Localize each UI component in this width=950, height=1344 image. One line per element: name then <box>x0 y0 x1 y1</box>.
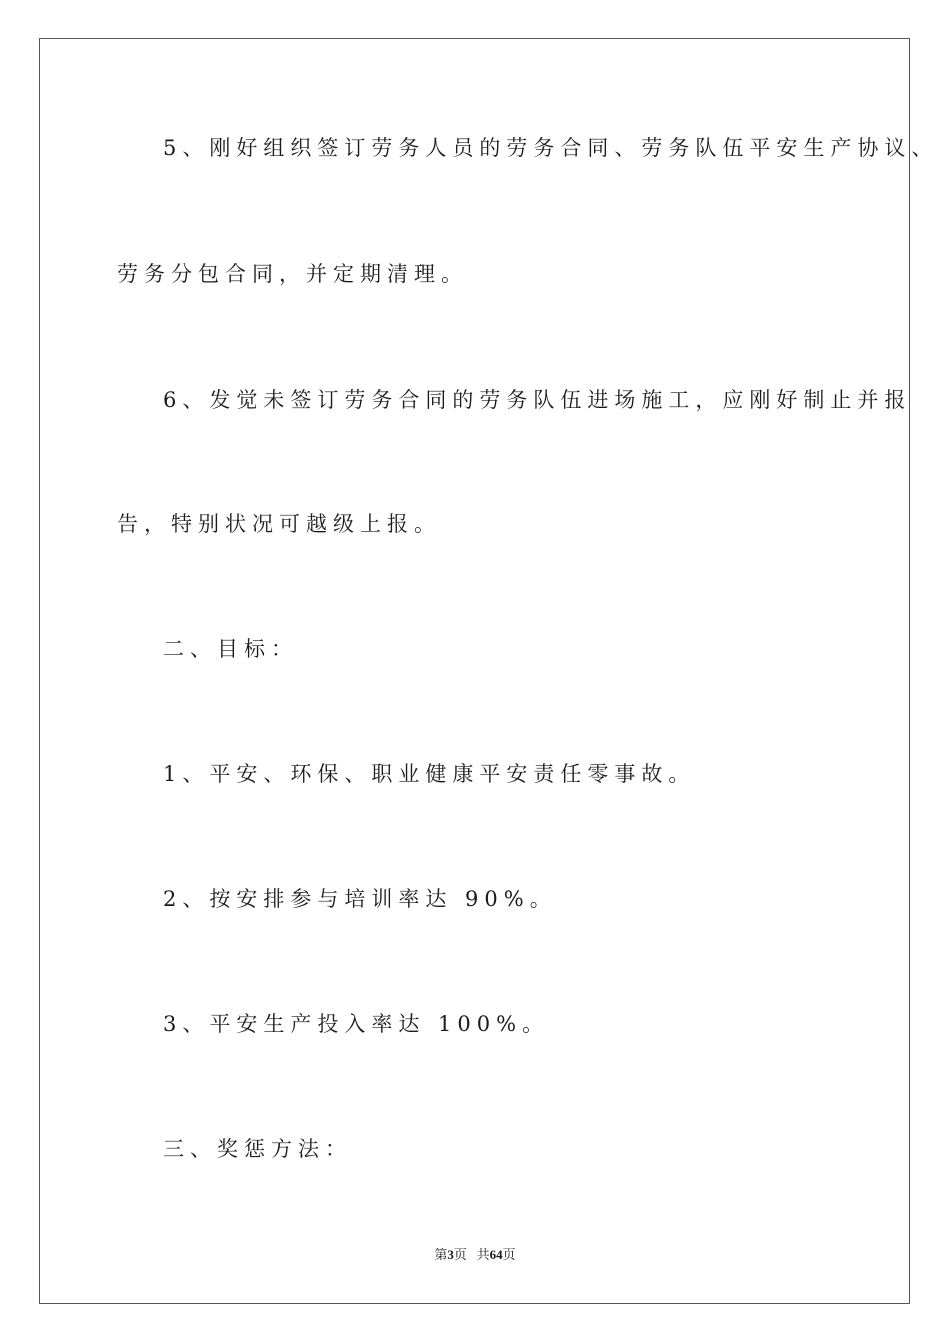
paragraph-5-line-1: 5、刚好组织签订劳务人员的劳务合同、劳务队伍平安生产协议、 <box>163 136 939 160</box>
paragraph-6-line-1: 6、发觉未签订劳务合同的劳务队伍进场施工，应刚好制止并报 <box>163 388 912 412</box>
paragraph-5-line-2: 劳务分包合同，并定期清理。 <box>117 262 468 286</box>
paragraph-6-line-2: 告，特别状况可越级上报。 <box>117 512 441 536</box>
page-prefix: 第 <box>434 1247 448 1262</box>
total-suffix: 页 <box>502 1247 516 1262</box>
section-heading-goals: 二、目标： <box>163 637 298 661</box>
page-number: 3 <box>447 1247 454 1262</box>
goal-item-3: 3、平安生产投入率达 100%。 <box>163 1012 550 1036</box>
total-pages: 64 <box>489 1247 503 1262</box>
page-suffix: 页 <box>453 1247 467 1262</box>
section-heading-rewards: 三、奖惩方法： <box>163 1137 352 1161</box>
total-prefix: 共 <box>476 1247 490 1262</box>
page-border <box>39 38 910 1304</box>
page-footer <box>0 1247 950 1263</box>
goal-item-2: 2、按安排参与培训率达 90%。 <box>163 887 557 911</box>
goal-item-1: 1、平安、环保、职业健康平安责任零事故。 <box>163 762 696 786</box>
